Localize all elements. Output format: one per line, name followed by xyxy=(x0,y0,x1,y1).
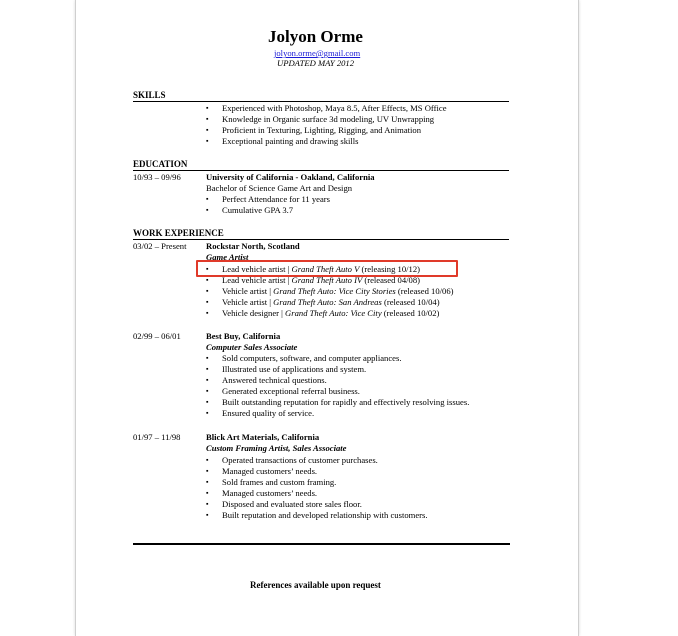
game-title: Grand Theft Auto: Vice City xyxy=(285,308,382,318)
list-item: ▪ Answered technical questions. xyxy=(206,375,469,386)
candidate-name: Jolyon Orme xyxy=(268,27,363,46)
list-item: ▪ Built reputation and developed relationship with customers. xyxy=(206,510,428,521)
role-text: Vehicle artist | xyxy=(222,297,274,307)
list-item xyxy=(206,297,453,308)
release-note: (released 10/04) xyxy=(381,297,440,307)
list-item: ▪ Generated exceptional referral business. xyxy=(206,386,469,397)
education-rule xyxy=(133,170,509,171)
list-item: ▪ Cumulative GPA 3.7 xyxy=(206,205,330,216)
list-item: ▪ Ensured quality of service. xyxy=(206,408,469,419)
highlight-box xyxy=(196,260,458,277)
job-company: Best Buy, California xyxy=(206,331,281,341)
list-item: ▪ Perfect Attendance for 11 years xyxy=(206,194,330,205)
job-dates: 01/97 – 11/98 xyxy=(133,432,181,442)
list-item: ▪ Sold computers, software, and computer appliances. xyxy=(206,353,469,364)
skills-rule xyxy=(133,101,509,102)
game-title: Grand Theft Auto V xyxy=(291,264,360,274)
list-item: ▪ Experienced with Photoshop, Maya 8.5, After Effects, MS Office xyxy=(206,103,447,114)
game-title: Grand Theft Auto: San Andreas xyxy=(273,297,382,307)
role-text: Lead vehicle artist | xyxy=(222,264,292,274)
list-item: ▪ Proficient in Texturing, Lighting, Rigging, and Animation xyxy=(206,125,447,136)
email-link[interactable]: jolyon.orme@gmail.com xyxy=(274,48,361,58)
release-note: (releasing 10/12) xyxy=(359,264,420,274)
list-item xyxy=(206,286,453,297)
education-list xyxy=(206,194,330,216)
job-company: Blick Art Materials, California xyxy=(206,432,320,442)
education-degree: Bachelor of Science Game Art and Design xyxy=(206,183,353,193)
work-rule xyxy=(133,239,509,240)
role-text: Vehicle artist | xyxy=(222,286,274,296)
education-heading: EDUCATION xyxy=(133,159,188,169)
skills-list xyxy=(206,103,447,147)
job-title: Computer Sales Associate xyxy=(206,342,298,352)
job-dates: 02/99 – 06/01 xyxy=(133,331,181,341)
job-title: Game Artist xyxy=(206,252,249,262)
role-text: Lead vehicle artist | xyxy=(222,275,292,285)
job-dates: 03/02 – Present xyxy=(133,241,187,251)
game-title: Grand Theft Auto IV xyxy=(291,275,363,285)
list-item: ▪ Managed customers’ needs. xyxy=(206,488,428,499)
list-item: ▪ Disposed and evaluated store sales floor. xyxy=(206,499,428,510)
job-title: Custom Framing Artist, Sales Associate xyxy=(206,443,347,453)
list-item xyxy=(206,308,453,319)
release-note: (released 10/02) xyxy=(381,308,440,318)
list-item: ▪ Exceptional painting and drawing skills xyxy=(206,136,447,147)
education-school: University of California - Oakland, California xyxy=(206,172,375,182)
work-heading: WORK EXPERIENCE xyxy=(133,228,224,238)
list-item: ▪ Illustrated use of applications and system. xyxy=(206,364,469,375)
references-note: References available upon request xyxy=(250,580,381,590)
list-item: ▪ Operated transactions of customer purchases. xyxy=(206,455,428,466)
skills-heading: SKILLS xyxy=(133,90,166,100)
job-list-bestbuy xyxy=(206,353,469,419)
list-item: ▪ Knowledge in Organic surface 3d modeling, UV Unwrapping xyxy=(206,114,447,125)
education-dates: 10/93 – 09/96 xyxy=(133,172,181,182)
job-company: Rockstar North, Scotland xyxy=(206,241,300,251)
job-list-blick xyxy=(206,455,428,521)
bottom-rule xyxy=(133,543,510,545)
list-item: ▪ Managed customers’ needs. xyxy=(206,466,428,477)
updated-date: UPDATED MAY 2012 xyxy=(277,58,355,68)
role-text: Vehicle designer | xyxy=(222,308,286,318)
release-note: (released 10/06) xyxy=(395,286,454,296)
list-item: ▪ Built outstanding reputation for rapidly and effectively resolving issues. xyxy=(206,397,469,408)
game-title: Grand Theft Auto: Vice City Stories xyxy=(273,286,396,296)
release-note: (released 04/08) xyxy=(362,275,420,285)
list-item: ▪ Sold frames and custom framing. xyxy=(206,477,428,488)
